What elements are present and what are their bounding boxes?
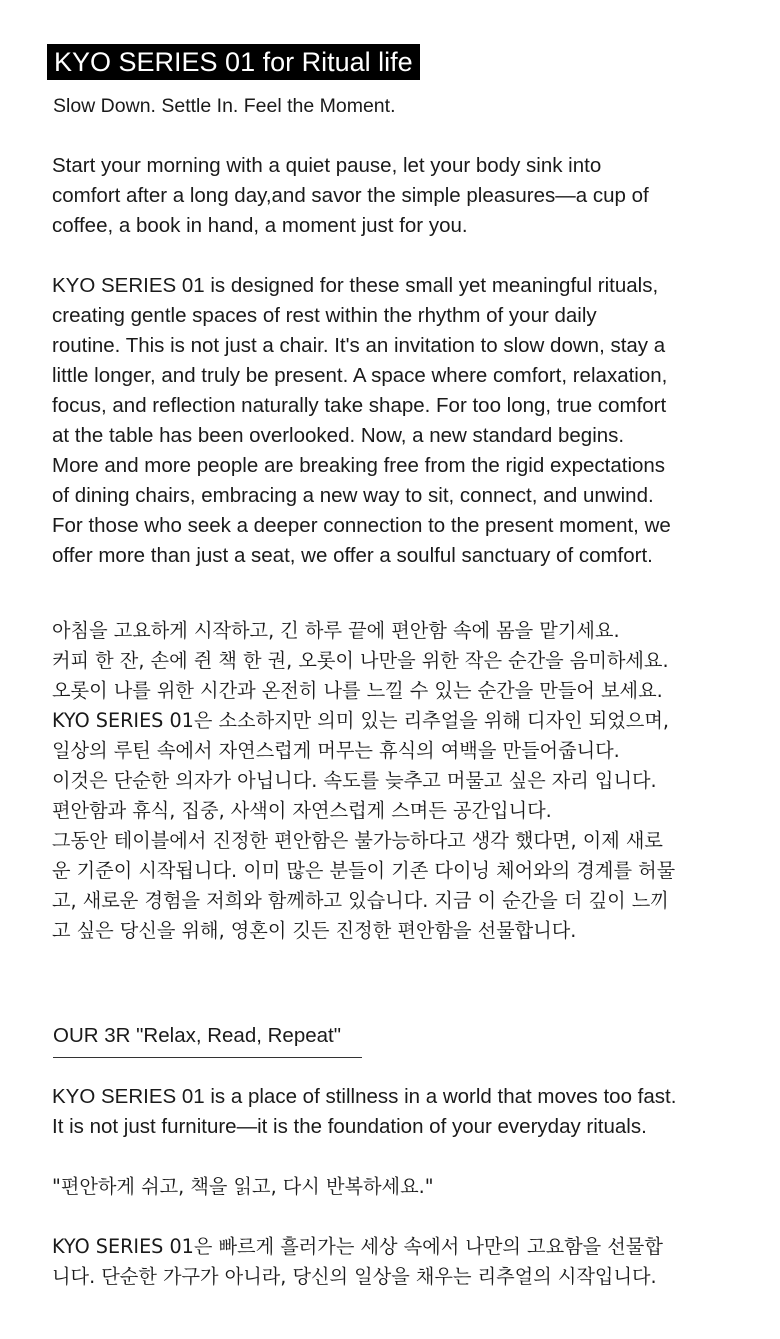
paragraph-line: of dining chairs, embracing a new way to sit, connect, and unwind.: [52, 484, 654, 507]
paragraph-line: KYO SERIES 01은 빠르게 흘러가는 세상 속에서 나만의 고요함을 선물합: [52, 1235, 663, 1258]
paragraph-line: 고, 새로운 경험을 저희와 함께하고 있습니다. 지금 이 순간을 더 깊이 느끼: [52, 889, 669, 912]
quote-line: "편안하게 쉬고, 책을 읽고, 다시 반복하세요.": [52, 1175, 434, 1198]
paragraph-line: 일상의 루틴 속에서 자연스럽게 머무는 휴식의 여백을 만들어줍니다.: [52, 739, 620, 762]
paragraph-line: 커피 한 잔, 손에 쥔 책 한 권, 오롯이 나만을 위한 작은 순간을 음미하세요.: [52, 649, 669, 672]
paragraph-line: KYO SERIES 01은 소소하지만 의미 있는 리추얼을 위해 디자인 되었으며,: [52, 709, 669, 732]
section-3r-paragraph-en: [52, 1082, 742, 1142]
paragraph-line: For those who seek a deeper connection to the present moment, we: [52, 514, 671, 537]
paragraph-line: 고 싶은 당신을 위해, 영혼이 깃든 진정한 편안함을 선물합니다.: [52, 919, 577, 942]
paragraph-line: at the table has been overlooked. Now, a new standard begins.: [52, 424, 625, 447]
paragraph-line: little longer, and truly be present. A space where comfort, relaxation,: [52, 364, 668, 387]
paragraph-line: KYO SERIES 01 is a place of stillness in a world that moves too fast.: [52, 1085, 677, 1108]
paragraph-line: Start your morning with a quiet pause, let your body sink into: [52, 154, 602, 177]
paragraph-line: 이것은 단순한 의자가 아닙니다. 속도를 늦추고 머물고 싶은 자리 입니다.: [52, 769, 657, 792]
paragraph-line: coffee, a book in hand, a moment just for you.: [52, 214, 468, 237]
intro-paragraph-en: [52, 151, 742, 241]
paragraph-line: 니다. 단순한 가구가 아니라, 당신의 일상을 채우는 리추얼의 시작입니다.: [52, 1265, 657, 1288]
paragraph-line: KYO SERIES 01 is designed for these small yet meaningful rituals,: [52, 274, 659, 297]
body-paragraph-en: [52, 271, 742, 571]
paragraph-line: routine. This is not just a chair. It's an invitation to slow down, stay a: [52, 334, 666, 357]
paragraph-line: creating gentle spaces of rest within the rhythm of your daily: [52, 304, 597, 327]
paragraph-line: 아침을 고요하게 시작하고, 긴 하루 끝에 편안함 속에 몸을 맡기세요.: [52, 619, 620, 642]
paragraph-line: 편안함과 휴식, 집중, 사색이 자연스럽게 스며든 공간입니다.: [52, 799, 552, 822]
paragraph-line: More and more people are breaking free from the rigid expectations: [52, 454, 666, 477]
paragraph-line: It is not just furniture—it is the foundation of your everyday rituals.: [52, 1115, 647, 1138]
paragraph-line: offer more than just a seat, we offer a soulful sanctuary of comfort.: [52, 544, 653, 567]
paragraph-line: focus, and reflection naturally take shape. For too long, true comfort: [52, 394, 667, 417]
paragraph-line: comfort after a long day,and savor the simple pleasures—a cup of: [52, 184, 649, 207]
section-3r-quote-ko: [52, 1172, 742, 1202]
paragraph-line: 오롯이 나를 위한 시간과 온전히 나를 느낄 수 있는 순간을 만들어 보세요.: [52, 679, 663, 702]
body-paragraph-ko: [52, 616, 742, 946]
paragraph-line: 운 기준이 시작됩니다. 이미 많은 분들이 기존 다이닝 체어와의 경계를 허물: [52, 859, 676, 882]
section-heading-3r: OUR 3R "Relax, Read, Repeat": [53, 1021, 362, 1058]
paragraph-line: 그동안 테이블에서 진정한 편안함은 불가능하다고 생각 했다면, 이제 새로: [52, 829, 663, 852]
page-title: KYO SERIES 01 for Ritual life: [47, 44, 420, 80]
tagline: Slow Down. Settle In. Feel the Moment.: [53, 95, 396, 117]
section-3r-paragraph-ko: [52, 1232, 742, 1292]
